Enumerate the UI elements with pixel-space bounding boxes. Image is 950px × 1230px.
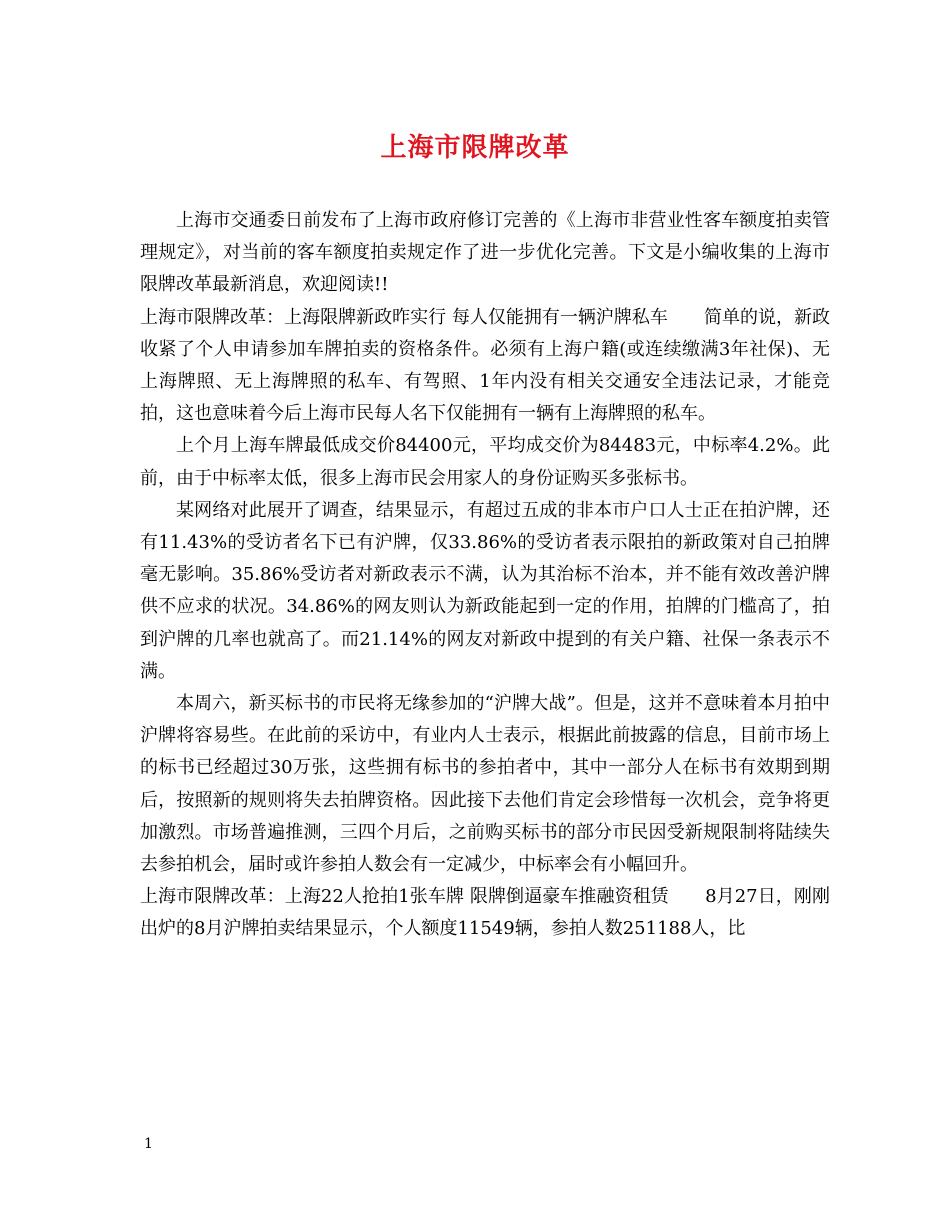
paragraph-intro: 上海市交通委日前发布了上海市政府修订完善的《上海市非营业性客车额度拍卖管理规定》，对当前的客车额度拍卖规定作了进一步优化完善。下文是小编收集的上海市限牌改革最新消息，欢迎阅读!! bbox=[140, 210, 830, 296]
page-number: 1 bbox=[144, 1136, 153, 1152]
paragraph-new-policy: 上海市限牌改革：上海限牌新政昨实行 每人仅能拥有一辆沪牌私车 简单的说，新政收紧了个人申请参加车牌拍卖的资格条件。必须有上海户籍(或连续缴满3年社保)、无上海牌照、无上海牌照的私车、有驾照、1年内没有相关交通安全违法记录，才能竞拍，这也意味着今后上海市民每人名下仅能拥有一辆有上海牌照的私车。 bbox=[140, 306, 830, 425]
paragraph-survey: 某网络对此展开了调查，结果显示，有超过五成的非本市户口人士正在拍沪牌，还有11.43%的受访者名下已有沪牌，仅33.86%的受访者表示限拍的新政策对自己拍牌毫无影响。35.86%受访者对新政表示不满，认为其治标不治本，并不能有效改善沪牌供不应求的状况。34.86%的网友则认为新政能起到一定的作用，拍牌的门槛高了，拍到沪牌的几率也就高了。而21.14%的网友对新政中提到的有关户籍、社保一条表示不满。 bbox=[140, 499, 830, 682]
paragraph-saturday: 本周六，新买标书的市民将无缘参加的“沪牌大战”。但是，这并不意味着本月拍中沪牌将容易些。在此前的采访中，有业内人士表示，根据此前披露的信息，目前市场上的标书已经超过30万张，这些拥有标书的参拍者中，其中一部分人在标书有效期到期后，按照新的规则将失去拍牌资格。因此接下去他们肯定会珍惜每一次机会，竞争将更加激烈。市场普遍推测，三四个月后，之前购买标书的部分市民因受新规限制将陆续失去参拍机会，届时或许参拍人数会有一定减少，中标率会有小幅回升。 bbox=[140, 693, 830, 876]
paragraph-last-month-price: 上个月上海车牌最低成交价84400元，平均成交价为84483元，中标率4.2%。此前，由于中标率太低，很多上海市民会用家人的身份证购买多张标书。 bbox=[140, 435, 830, 489]
document-body bbox=[140, 205, 830, 946]
paragraph-august-results: 上海市限牌改革：上海22人抢拍1张车牌 限牌倒逼豪车推融资租赁 8月27日，刚刚出炉的8月沪牌拍卖结果显示，个人额度11549辆，参拍人数251188人，比 bbox=[140, 886, 830, 940]
document-title: 上海市限牌改革 bbox=[380, 133, 570, 163]
